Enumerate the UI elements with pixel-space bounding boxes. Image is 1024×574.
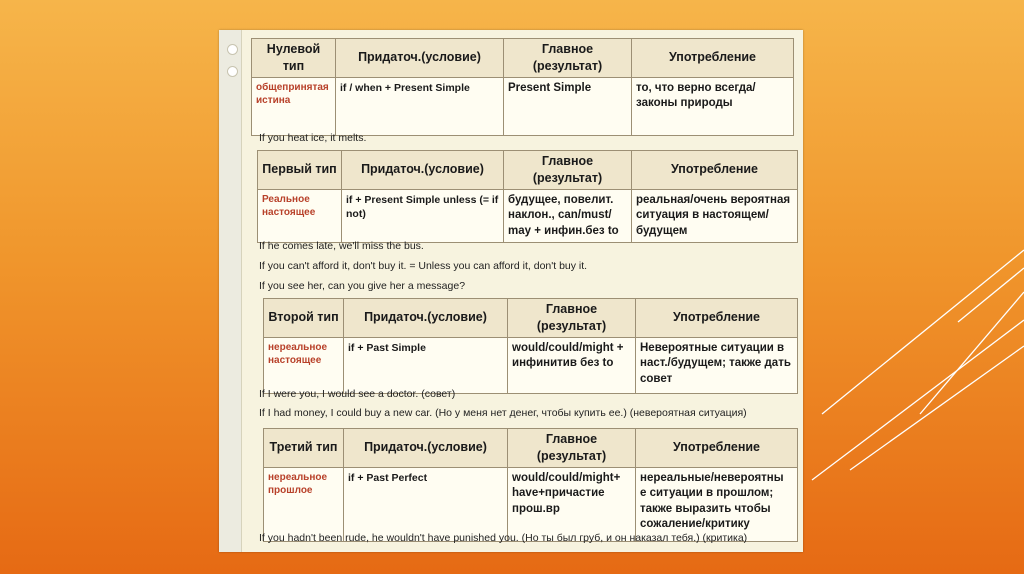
type-note: Реальное настоящее xyxy=(258,189,342,243)
usage-header: Употребление xyxy=(632,151,798,190)
main-clause-header: Главное (результат) xyxy=(504,151,632,190)
example-text: If you see her, can you give her a message? xyxy=(259,280,466,292)
example-text: If he comes late, we'll miss the bus. xyxy=(259,240,424,252)
usage-cell: Невероятные ситуации в наст./будущем; также дать совет xyxy=(636,337,798,393)
example-text: If I were you, I would see a doctor. (совет) xyxy=(259,388,456,400)
type-label: Нулевой тип xyxy=(252,39,336,78)
if-clause-cell: if + Past Perfect xyxy=(344,467,508,541)
main-clause-header: Главное (результат) xyxy=(508,299,636,338)
if-clause-cell: if + Present Simple unless (= if not) xyxy=(342,189,504,243)
if-clause-header: Придаточ.(условие) xyxy=(336,39,504,78)
main-clause-header: Главное (результат) xyxy=(504,39,632,78)
type-label: Второй тип xyxy=(264,299,344,338)
if-clause-header: Придаточ.(условие) xyxy=(344,299,508,338)
main-clause-cell: Present Simple xyxy=(504,77,632,135)
if-clause-header: Придаточ.(условие) xyxy=(344,429,508,468)
main-clause-cell: будущее, повелит. наклон., can/must/ may + инфин.без to xyxy=(504,189,632,243)
type-note: нереальное прошлое xyxy=(264,467,344,541)
main-clause-cell: would/could/might+ have+причастие прош.вр xyxy=(508,467,636,541)
scanned-page xyxy=(219,30,803,552)
example-text: If I had money, I could buy a new car. (Но у меня нет денег, чтобы купить ее.) (невероятная ситуация) xyxy=(259,407,747,419)
binder-hole xyxy=(227,44,238,55)
usage-header: Употребление xyxy=(636,429,798,468)
usage-cell: нереальные/невероятны е ситуации в прошлом; также выразить чтобы сожаление/критику xyxy=(636,467,798,541)
binder-hole xyxy=(227,66,238,77)
conditional-table-first xyxy=(257,150,798,243)
binder-edge xyxy=(219,30,242,552)
example-text: If you heat ice, it melts. xyxy=(259,132,367,144)
conditional-table-zero xyxy=(251,38,794,136)
type-note: нереальное настоящее xyxy=(264,337,344,393)
type-label: Первый тип xyxy=(258,151,342,190)
conditional-table-third xyxy=(263,428,798,542)
usage-header: Употребление xyxy=(632,39,794,78)
conditional-table-second xyxy=(263,298,798,394)
usage-cell: реальная/очень вероятная ситуация в настоящем/будущем xyxy=(632,189,798,243)
usage-cell: то, что верно всегда/ законы природы xyxy=(632,77,794,135)
type-note: общепринятая истина xyxy=(252,77,336,135)
example-text: If you can't afford it, don't buy it. = Unless you can afford it, don't buy it. xyxy=(259,260,588,272)
type-label: Третий тип xyxy=(264,429,344,468)
main-clause-header: Главное (результат) xyxy=(508,429,636,468)
main-clause-cell: would/could/might + инфинитив без to xyxy=(508,337,636,393)
if-clause-cell: if + Past Simple xyxy=(344,337,508,393)
usage-header: Употребление xyxy=(636,299,798,338)
if-clause-cell: if / when + Present Simple xyxy=(336,77,504,135)
if-clause-header: Придаточ.(условие) xyxy=(342,151,504,190)
example-text: If you hadn't been rude, he wouldn't have punished you. (Но ты был груб, и он наказал тебя.) (критика) xyxy=(259,532,748,544)
